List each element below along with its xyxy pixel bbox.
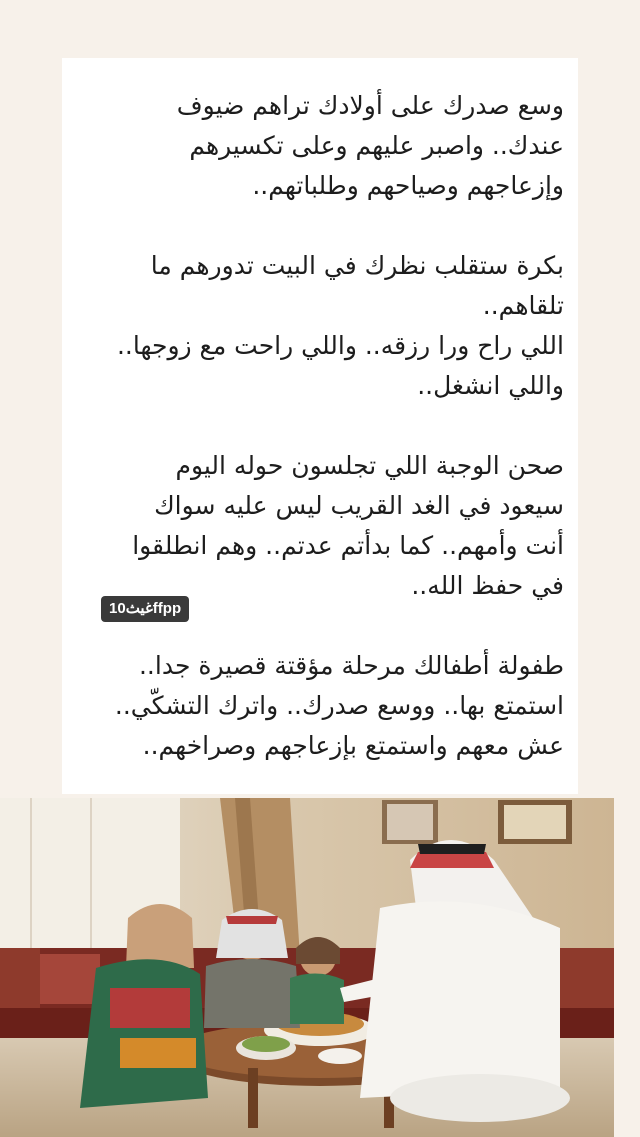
watermark-tag[interactable]: غيث10ffpp [101, 596, 189, 622]
paragraph-1 [80, 86, 564, 206]
text-card [62, 58, 578, 794]
family-meal-photo [0, 798, 614, 1137]
text-line: عندك.. واصبر عليهم وعلى تكسيرهم [189, 131, 564, 160]
text-line: عش معهم واستمتع بإزعاجهم وصراخهم.. [142, 731, 564, 760]
text-line: طفولة أطفالك مرحلة مؤقتة قصيرة جدا.. [138, 651, 564, 680]
paragraph-3 [80, 446, 564, 606]
text-line: وإزعاجهم وصياحهم وطلباتهم.. [252, 171, 564, 200]
family-meal-illustration [0, 798, 614, 1137]
text-line: تلقاهم.. [482, 291, 564, 320]
text-line: وسع صدرك على أولادك تراهم ضيوف [176, 91, 564, 120]
text-line: سيعود في الغد القريب ليس عليه سواك [154, 491, 564, 520]
text-line: اللي راح ورا رزقه.. واللي راحت مع زوجها.. [116, 331, 564, 360]
paragraph-4 [80, 646, 564, 766]
text-line: في حفظ الله.. [411, 571, 564, 600]
text-line: واللي انشغل.. [417, 371, 564, 400]
text-line: أنت وأمهم.. كما بدأتم عدتم.. وهم انطلقوا [132, 531, 564, 560]
text-line: استمتع بها.. ووسع صدرك.. واترك التشكّي.. [114, 691, 564, 720]
text-line: صحن الوجبة اللي تجلسون حوله اليوم [175, 451, 564, 480]
text-line: بكرة ستقلب نظرك في البيت تدورهم ما [150, 251, 564, 280]
paragraph-2 [80, 246, 564, 406]
